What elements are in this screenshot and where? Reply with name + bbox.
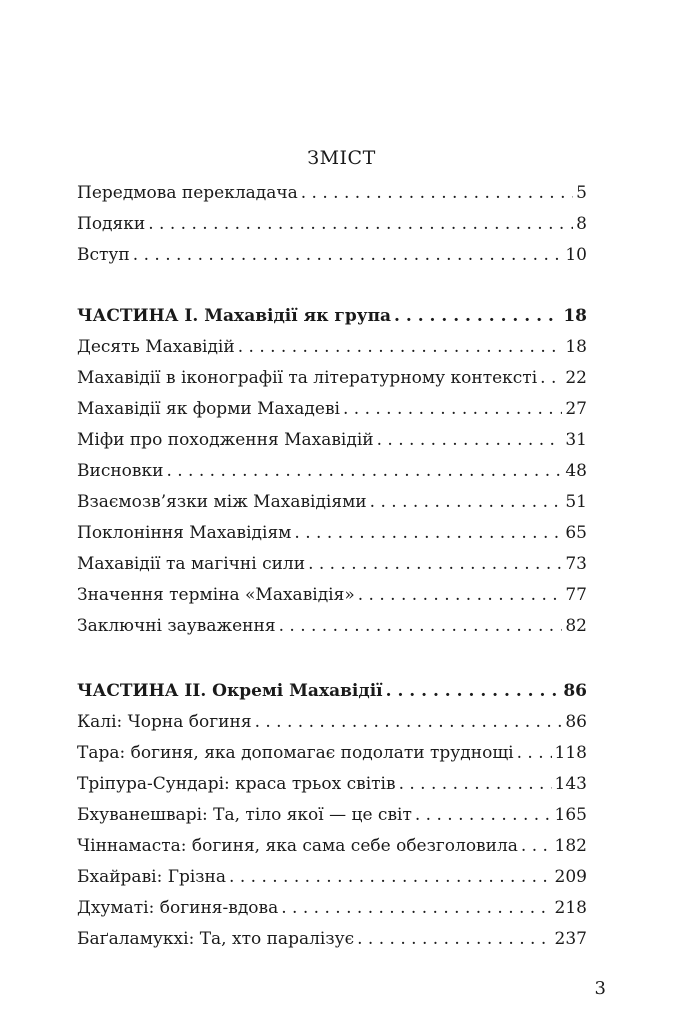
toc-entry-page: 82 [565, 616, 587, 636]
dot-leader [343, 394, 562, 425]
toc-entry-label: Заключні зауваження [77, 616, 276, 636]
toc-entry-page: 118 [554, 743, 587, 763]
toc-entry-page: 65 [565, 523, 587, 543]
toc-entry [77, 178, 587, 209]
toc-entry [77, 549, 587, 580]
dot-leader [540, 363, 562, 394]
toc-entry [77, 580, 587, 611]
part-heading-label: ЧАСТИНА II. Окремі Махавідії [77, 681, 383, 701]
dot-leader [133, 240, 563, 271]
toc-entry-label: Бхайраві: Грізна [77, 867, 227, 887]
dot-leader [279, 611, 563, 642]
toc-entry-label: Поклоніння Махавідіям [77, 523, 292, 543]
dot-leader [301, 178, 573, 209]
toc-entry-label: Баґаламукхі: Та, хто паралізує [77, 929, 355, 949]
dot-leader [229, 862, 552, 893]
toc-entry-page: 22 [565, 368, 587, 388]
toc-entry-page: 237 [554, 929, 587, 949]
toc-entry-label: Вступ [77, 245, 130, 265]
toc-entry-label: Тріпура-Сундарі: краса трьох світів [77, 774, 396, 794]
toc-entry-page: 31 [565, 430, 587, 450]
toc-entry-label: Подяки [77, 214, 146, 234]
toc-entry [77, 456, 587, 487]
toc-entry-page: 77 [565, 585, 587, 605]
toc-entry-page: 18 [565, 337, 587, 357]
toc-entry [77, 738, 587, 769]
part-heading-label: ЧАСТИНА I. Махавідії як група [77, 306, 392, 326]
toc-entry [77, 487, 587, 518]
dot-leader [517, 738, 552, 769]
toc-entry [77, 332, 587, 363]
toc-entry [77, 800, 587, 831]
toc-entry [77, 924, 587, 955]
dot-leader [357, 924, 551, 955]
dot-leader [415, 800, 552, 831]
toc-entry [77, 831, 587, 862]
toc-entry-page: 209 [554, 867, 587, 887]
toc-entry-page: 165 [554, 805, 587, 825]
toc-entry-page: 182 [554, 836, 587, 856]
toc-entry-page: 27 [565, 399, 587, 419]
toc-front-matter [77, 178, 587, 271]
toc-entry-page: 48 [565, 461, 587, 481]
dot-leader [394, 301, 560, 332]
toc-part-heading [77, 676, 587, 707]
toc-entry-page: 218 [554, 898, 587, 918]
toc-entry-label: Взаємозв’язки між Махавідіями [77, 492, 367, 512]
dot-leader [308, 549, 562, 580]
toc-entry [77, 209, 587, 240]
toc-entry-label: Десять Махавідій [77, 337, 235, 357]
dot-leader [399, 769, 552, 800]
toc-entry-label: Міфи про походження Махавідій [77, 430, 374, 450]
toc-entry [77, 363, 587, 394]
toc-entry-page: 10 [565, 245, 587, 265]
toc-entry [77, 394, 587, 425]
dot-leader [148, 209, 573, 240]
toc-entry-label: Махавідії в іконографії та літературному контексті [77, 368, 538, 388]
toc-entry [77, 425, 587, 456]
toc-entry-page: 51 [565, 492, 587, 512]
toc-entry-label: Висновки [77, 461, 164, 481]
part-heading-page: 18 [563, 306, 587, 326]
toc-entry-page: 86 [565, 712, 587, 732]
dot-leader [358, 580, 563, 611]
toc-entry-label: Передмова перекладача [77, 183, 298, 203]
toc-part-heading [77, 301, 587, 332]
toc-entry-label: Чіннамаста: богиня, яка сама себе обезголовила [77, 836, 518, 856]
dot-leader [281, 893, 551, 924]
toc-entry-label: Бхуванешварі: Та, тіло якої — це світ [77, 805, 412, 825]
dot-leader [166, 456, 562, 487]
toc-entry [77, 707, 587, 738]
toc-entry [77, 862, 587, 893]
dot-leader [238, 332, 563, 363]
toc-entry-page: 8 [576, 214, 587, 234]
dot-leader [377, 425, 563, 456]
page-number: 3 [594, 978, 606, 999]
dot-leader [521, 831, 552, 862]
toc-part-1 [77, 301, 587, 642]
toc-entry-label: Дхуматі: богиня-вдова [77, 898, 279, 918]
toc-entry-label: Калі: Чорна богиня [77, 712, 252, 732]
toc-entry-label: Тара: богиня, яка допомагає подолати труднощі [77, 743, 514, 763]
part-heading-page: 86 [563, 681, 587, 701]
toc-entry-label: Значення терміна «Махавідія» [77, 585, 355, 605]
toc-entry-label: Махавідії як форми Махадеві [77, 399, 340, 419]
toc-entry [77, 240, 587, 271]
toc-part-2 [77, 676, 587, 955]
toc-entry [77, 518, 587, 549]
toc-entry [77, 893, 587, 924]
toc-entry [77, 769, 587, 800]
toc-entry [77, 611, 587, 642]
dot-leader [255, 707, 563, 738]
dot-leader [386, 676, 561, 707]
toc-entry-page: 73 [565, 554, 587, 574]
dot-leader [370, 487, 563, 518]
toc-entry-page: 143 [554, 774, 587, 794]
toc-entry-label: Махавідії та магічні сили [77, 554, 306, 574]
toc-entry-page: 5 [576, 183, 587, 203]
dot-leader [294, 518, 562, 549]
toc-title: ЗМІСТ [307, 147, 376, 169]
